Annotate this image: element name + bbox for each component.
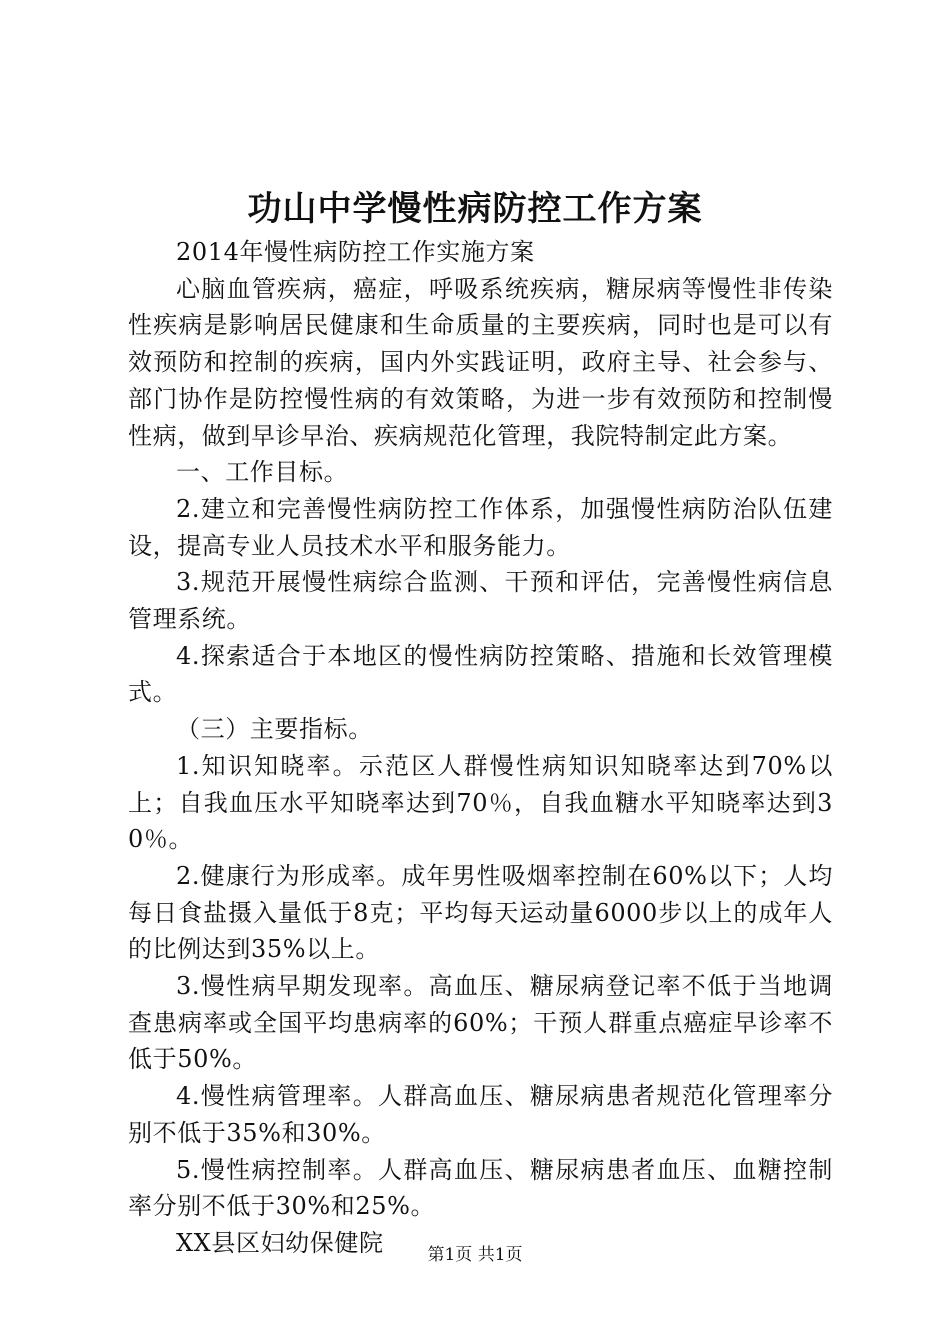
section-heading-indicators: （三）主要指标。 <box>176 715 373 744</box>
indicator-item-4: 4.慢性病管理率。人群高血压、糖尿病患者规范化管理率分别不低于35%和30%。 <box>128 1082 833 1147</box>
goal-item-4: 4.探索适合于本地区的慢性病防控策略、措施和长效管理模式。 <box>128 641 833 707</box>
document-title: 功山中学慢性病防控工作方案 <box>247 189 703 229</box>
indicator-item-1: 1.知识知晓率。示范区人群慢性病知识知晓率达到70%以上；自我血压水平知晓率达到70％，自我血糖水平知晓率达到30％。 <box>128 751 833 854</box>
indicator-item-5: 5.慢性病控制率。人群高血压、糖尿病患者血压、血糖控制率分别不低于30%和25%。 <box>128 1155 833 1221</box>
goal-item-2: 2.建立和完善慢性病防控工作体系，加强慢性病防治队伍建设，提高专业人员技术水平和服务能力。 <box>128 494 833 560</box>
subtitle-paragraph: 2014年慢性病防控工作实施方案 <box>176 238 535 266</box>
goal-item-3: 3.规范开展慢性病综合监测、干预和评估，完善慢性病信息管理系统。 <box>128 568 833 634</box>
indicator-item-2: 2.健康行为形成率。成年男性吸烟率控制在60%以下；人均每日食盐摄入量低于8克；平均每天运动量6000步以上的成年人的比例达到35%以上。 <box>128 861 833 964</box>
document-body <box>128 234 833 1262</box>
page-footer: 第1页 共1页 <box>427 1245 523 1265</box>
section-heading-goals: 一、工作目标。 <box>176 458 349 487</box>
indicator-item-3: 3.慢性病早期发现率。高血压、糖尿病登记率不低于当地调查患病率或全国平均患病率的60%；干预人群重点癌症早诊率不低于50%。 <box>128 972 833 1074</box>
intro-paragraph: 心脑血管疾病，癌症，呼吸系统疾病，糖尿病等慢性非传染性疾病是影响居民健康和生命质量的主要疾病，同时也是可以有效预防和控制的疾病，国内外实践证明，政府主导、社会参与、部门协作是防控慢性病的有效策略，为进一步有效预防和控制慢性病，做到早诊早治、疾病规范化管理，我院特制定此方案。 <box>128 274 833 450</box>
signature-organization: XX县区妇幼保健院 <box>176 1228 384 1257</box>
